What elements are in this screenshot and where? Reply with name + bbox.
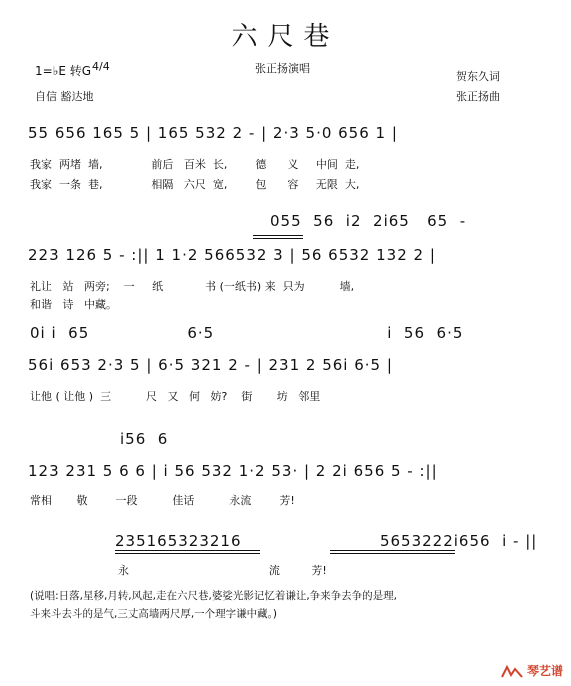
singer-credit: 张正扬演唱 — [255, 62, 310, 75]
site-logo — [501, 662, 563, 679]
lyric-row-1: 常相 敬 一段 佳话 永流 芳! — [30, 494, 295, 507]
notes-row: 223 126 5 - :|| 1 1·2 566532 3 | 56 6532 132 2 | — [28, 246, 436, 264]
narration-text-1: (说唱:日落,星移,月转,风起,走在六尺巷,婆娑光影记忆着谦让,争来争去争的是理, — [30, 590, 397, 602]
beam-line — [253, 238, 303, 239]
upper-voice-row: 0i i 65 6·5 i 56 6·5 — [30, 324, 464, 342]
lyric-row-2: 和谐 诗 中藏。 — [30, 298, 117, 311]
lyric-row-1: 礼让 站 两旁; 一 纸 书 (一纸书) 来 只为 墙, — [30, 280, 355, 293]
lyric-row-1: 永 流 芳! — [118, 564, 327, 577]
upper-voice-row: i56 6 — [120, 430, 169, 448]
lyric-row-1: 让他 ( 让他 ) 三 尺 又 何 妨? 街 坊 邻里 — [30, 390, 321, 403]
notes-row: 56i 653 2·3 5 | 6·5 321 2 - | 231 2 56i 6·5 | — [28, 356, 393, 374]
lyricist-credit: 贺东久词 — [456, 70, 500, 83]
beam-line — [330, 550, 455, 551]
key-signature: 1=♭E 转G — [35, 64, 92, 78]
beam-line — [330, 553, 455, 554]
narration-text-2: 斗来斗去斗的是气,三丈高墙两尺厚,一个理字谦中藏。) — [30, 608, 278, 620]
upper-voice-row: 055 56 i2 2i65 65 - — [270, 212, 467, 230]
notes-row: 123 231 5 6 6 | i 56 532 1·2 53· | 2 2i 656 5 - :|| — [28, 462, 438, 480]
time-signature: 4/4 — [92, 60, 110, 73]
beam-line — [253, 235, 303, 236]
notes-row: 235165323216 5653222i656 i - || — [115, 532, 538, 550]
notes-row: 55 656 165 5 | 165 532 2 - | 2·3 5·0 656 1 | — [28, 124, 398, 142]
lyric-row-2: 我家 一条 巷, 相隔 六尺 宽, 包 容 无限 大, — [30, 178, 360, 191]
lyric-row-1: 我家 两堵 墙, 前后 百米 长, 德 义 中间 走, — [30, 158, 360, 171]
logo-text: 琴艺谱 — [526, 664, 563, 678]
beam-line — [115, 553, 260, 554]
beam-line — [115, 550, 260, 551]
composer-credit: 张正扬曲 — [456, 90, 500, 103]
logo-icon — [501, 665, 523, 679]
page-title: 六尺巷 — [231, 22, 340, 52]
tempo-marking: 自信 豁达地 — [35, 90, 94, 103]
